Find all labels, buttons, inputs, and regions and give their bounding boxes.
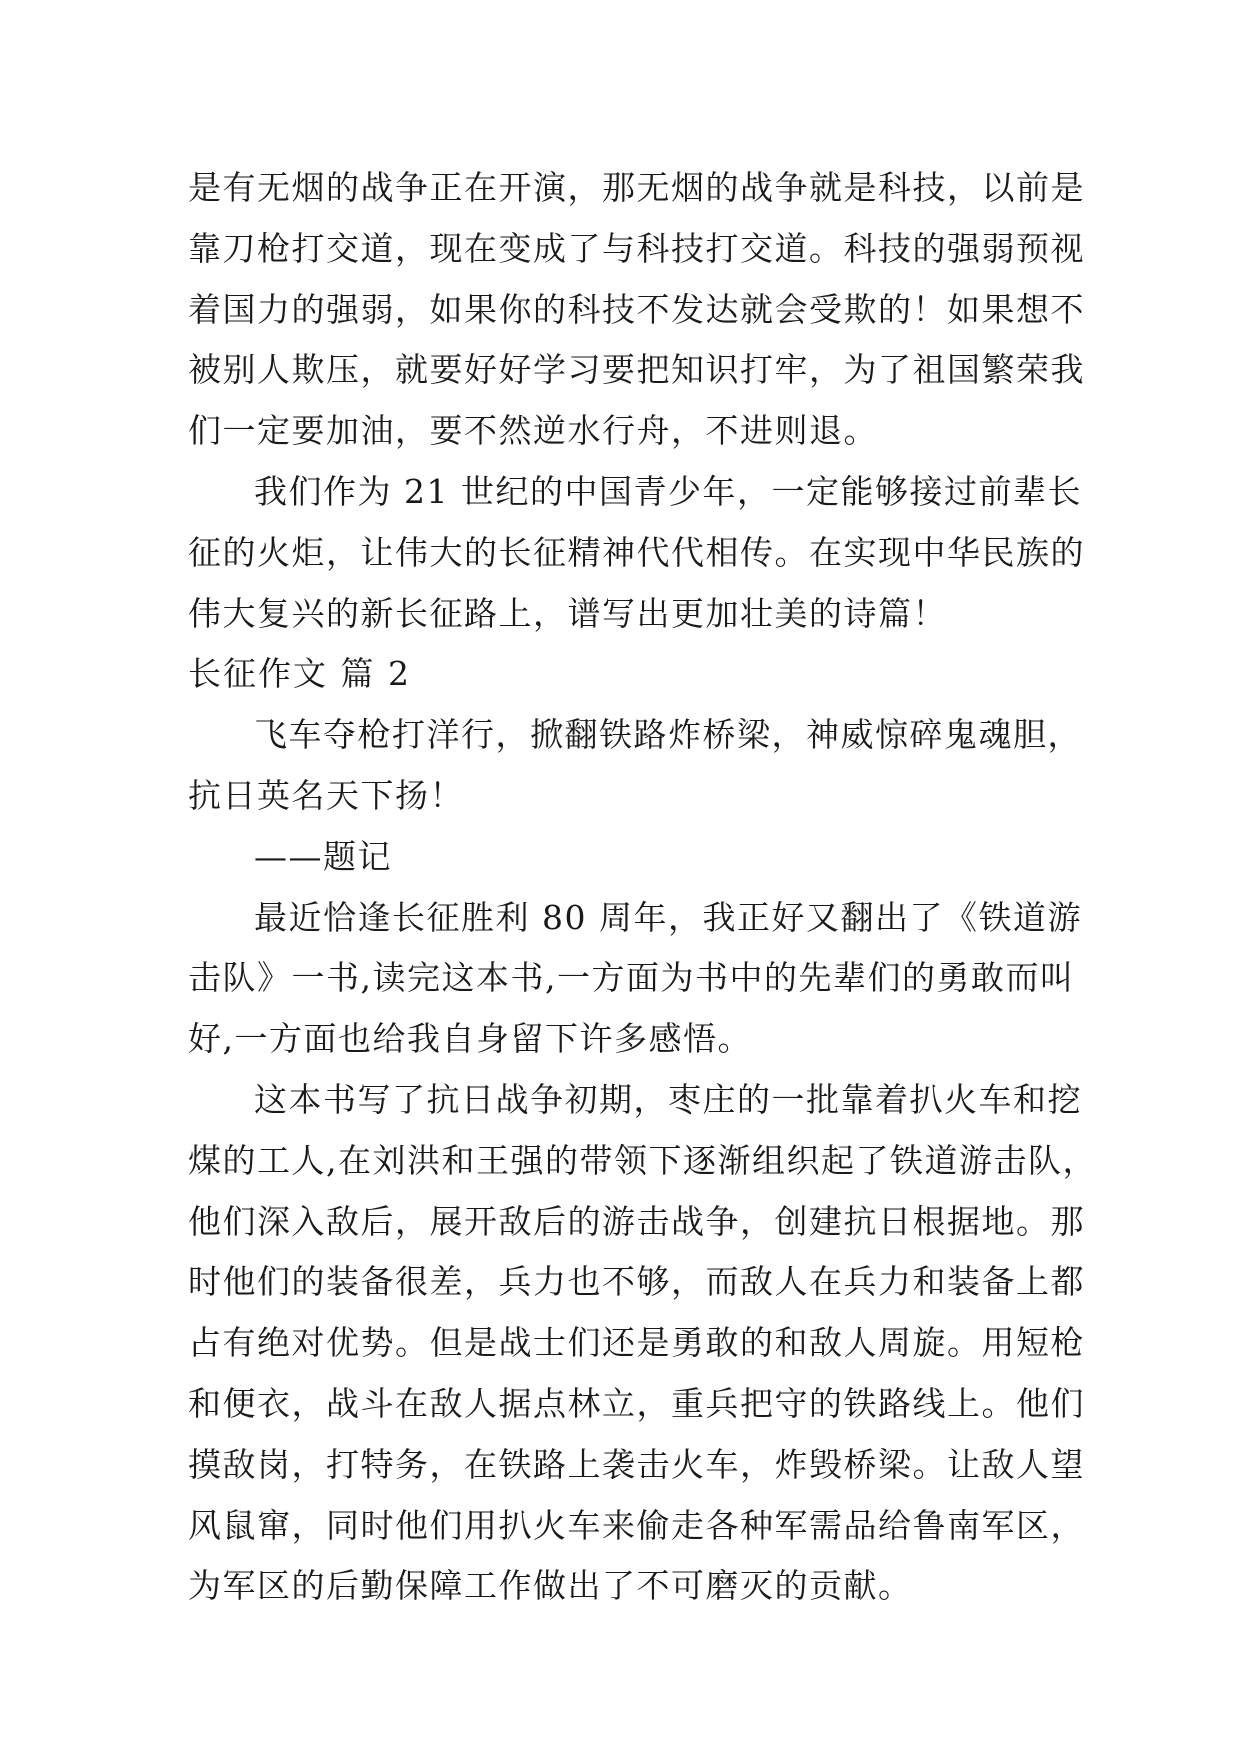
text-line: 好,一方面也给我自身留下许多感悟。 [188, 1019, 752, 1059]
text-line: 煤的工人,在刘洪和王强的带领下逐渐组织起了铁道游击队， [188, 1140, 1097, 1180]
text-line: 们一定要加油，要不然逆水行舟，不进则退。 [188, 411, 878, 451]
text-line: 时他们的装备很差，兵力也不够，而敌人在兵力和装备上都 [188, 1262, 1085, 1302]
text-line: 和便衣，战斗在敌人据点林立，重兵把守的铁路线上。他们 [188, 1383, 1085, 1423]
document-body [188, 158, 1097, 1617]
text-line: 着国力的强弱，如果你的科技不发达就会受欺的！如果想不 [188, 289, 1085, 329]
text-line: 征的火炬，让伟大的长征精神代代相传。在实现中华民族的 [188, 532, 1085, 572]
text-line: 击队》一书,读完这本书,一方面为书中的先辈们的勇敢而叫 [188, 958, 1075, 998]
text-line: 占有绝对优势。但是战士们还是勇敢的和敌人周旋。用短枪 [188, 1323, 1085, 1363]
text-line: 伟大复兴的新长征路上，谱写出更加壮美的诗篇！ [188, 593, 947, 633]
text-line: 靠刀枪打交道，现在变成了与科技打交道。科技的强弱预视 [188, 228, 1085, 268]
paragraph-start-line: 最近恰逢长征胜利 80 周年，我正好又翻出了《铁道游 [254, 897, 1082, 937]
text-line: 风鼠窜，同时他们用扒火车来偷走各种军需品给鲁南军区， [188, 1505, 1085, 1545]
epigraph-line: 抗日英名天下扬！ [188, 775, 464, 815]
paragraph-start-line: 这本书写了抗日战争初期，枣庄的一批靠着扒火车和挖 [254, 1079, 1082, 1119]
text-line: 为军区的后勤保障工作做出了不可磨灭的贡献。 [188, 1566, 913, 1606]
text-line: 是有无烟的战争正在开演，那无烟的战争就是科技，以前是 [188, 168, 1085, 207]
epigraph-line: 飞车夺枪打洋行，掀翻铁路炸桥梁，神威惊碎鬼魂胆， [254, 715, 1082, 755]
section-heading: 长征作文 篇 2 [188, 654, 411, 694]
text-line: 摸敌岗，打特务，在铁路上袭击火车，炸毁桥梁。让敌人望 [188, 1444, 1085, 1484]
epigraph-attribution: ——题记 [254, 836, 392, 876]
paragraph-start-line: 我们作为 21 世纪的中国青少年，一定能够接过前辈长 [254, 471, 1082, 511]
text-line: 他们深入敌后，展开敌后的游击战争，创建抗日根据地。那 [188, 1201, 1085, 1241]
text-line: 被别人欺压，就要好好学习要把知识打牢，为了祖国繁荣我 [188, 350, 1085, 390]
